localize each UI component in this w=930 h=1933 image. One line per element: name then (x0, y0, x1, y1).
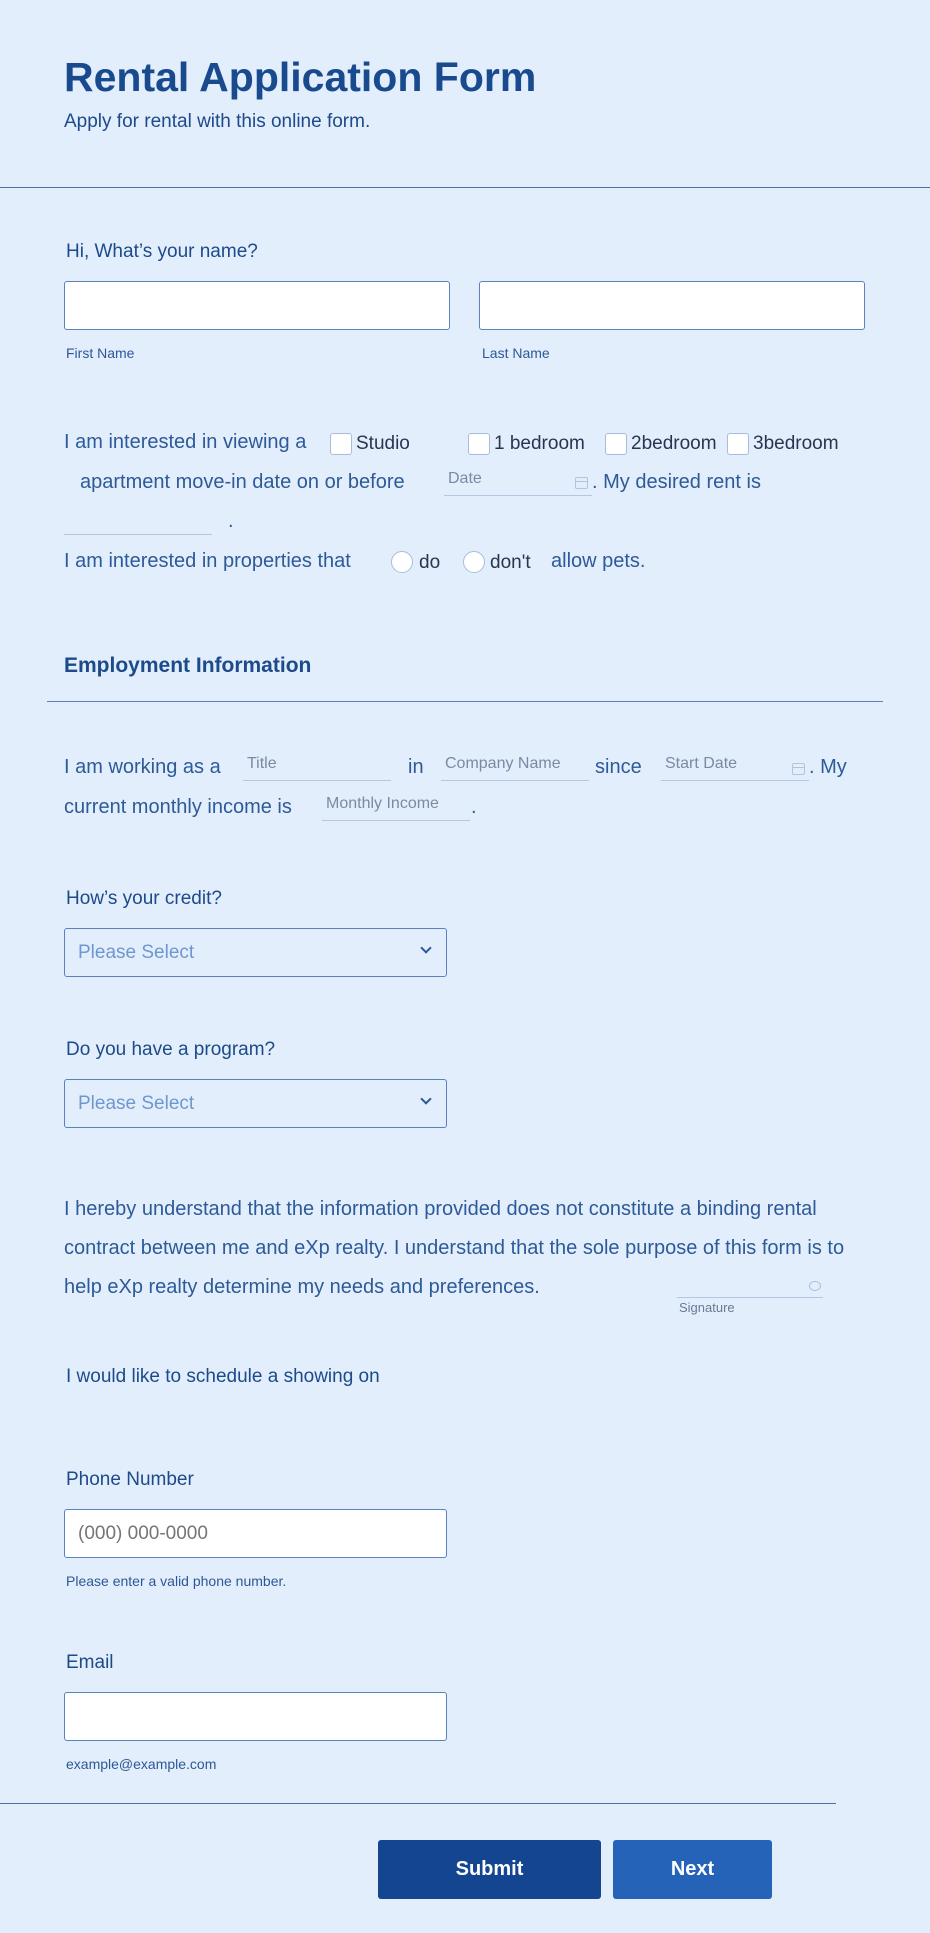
job-title-field[interactable] (243, 755, 391, 781)
option-3bedroom-label: 3bedroom (753, 433, 839, 454)
showing-question: I would like to schedule a showing on (66, 1366, 380, 1387)
chevron-down-icon (420, 942, 431, 953)
calendar-icon[interactable] (792, 763, 805, 775)
income-end-period: . (471, 796, 477, 818)
program-select-placeholder: Please Select (78, 1093, 195, 1114)
calendar-icon[interactable] (575, 477, 588, 489)
footer-divider (0, 1803, 836, 1804)
radio-dont-label: don't (490, 552, 531, 573)
employment-divider (47, 701, 883, 702)
date-placeholder: Date (448, 470, 482, 487)
pen-icon (809, 1281, 821, 1291)
option-2bedroom-label: 2bedroom (631, 433, 717, 454)
chevron-down-icon (420, 1093, 431, 1104)
job-title-placeholder: Title (247, 755, 277, 772)
start-date-placeholder: Start Date (665, 755, 738, 772)
monthly-income-placeholder: Monthly Income (326, 795, 439, 812)
movein-date-field[interactable] (444, 470, 592, 496)
desired-rent-field[interactable] (64, 510, 212, 535)
first-name-input[interactable] (64, 281, 450, 330)
company-name-placeholder: Company Name (445, 755, 561, 772)
checkbox-3bedroom[interactable] (727, 433, 749, 455)
email-sublabel: example@example.com (66, 1756, 217, 1772)
checkbox-2bedroom[interactable] (605, 433, 627, 455)
interest-prefix: I am interested in viewing a (64, 431, 307, 453)
working-as-text: I am working as a (64, 756, 221, 778)
start-date-field[interactable] (661, 755, 809, 781)
phone-sublabel: Please enter a valid phone number. (66, 1573, 287, 1589)
in-text: in (408, 756, 424, 778)
signature-field[interactable] (677, 1278, 823, 1298)
radio-do-label: do (419, 552, 441, 573)
header-divider (0, 187, 930, 188)
my-text: . My (809, 756, 847, 778)
last-name-input[interactable] (479, 281, 865, 330)
last-name-sublabel: Last Name (482, 345, 550, 361)
income-text: current monthly income is (64, 796, 292, 818)
agreement-text: I hereby understand that the information provided does not constitute a binding rental contract between me and eXp realty. I understand that the sole purpose of this form is to help eXp realty determine my needs and preferences. (64, 1198, 845, 1298)
page-subtitle: Apply for rental with this online form. (64, 111, 371, 132)
submit-button[interactable]: Submit (378, 1840, 601, 1899)
credit-select-placeholder: Please Select (78, 942, 195, 963)
email-input[interactable] (64, 1692, 447, 1741)
page-title: Rental Application Form (64, 54, 537, 100)
pets-prefix: I am interested in properties that (64, 550, 351, 572)
monthly-income-field[interactable] (322, 795, 470, 821)
rent-text: . My desired rent is (592, 471, 761, 493)
name-question: Hi, What’s your name? (66, 241, 258, 262)
pets-suffix: allow pets. (551, 550, 646, 572)
rent-end-period: . (228, 510, 234, 532)
radio-dont[interactable] (463, 551, 485, 573)
first-name-sublabel: First Name (66, 345, 135, 361)
email-label: Email (66, 1652, 114, 1673)
next-button[interactable]: Next (613, 1840, 772, 1899)
since-text: since (595, 756, 642, 778)
phone-label: Phone Number (66, 1469, 194, 1490)
signature-label: Signature (679, 1300, 735, 1315)
checkbox-1-bedroom[interactable] (468, 433, 490, 455)
movein-text: apartment move-in date on or before (80, 471, 405, 493)
phone-input[interactable] (64, 1509, 447, 1558)
credit-question: How’s your credit? (66, 888, 222, 909)
radio-do[interactable] (391, 551, 413, 573)
program-select[interactable] (64, 1079, 447, 1128)
program-question: Do you have a program? (66, 1039, 276, 1060)
credit-select[interactable] (64, 928, 447, 977)
checkbox-studio[interactable] (330, 433, 352, 455)
option-studio-label: Studio (356, 433, 410, 454)
option-1-bedroom-label: 1 bedroom (494, 433, 585, 454)
employment-section-title: Employment Information (64, 654, 312, 677)
company-name-field[interactable] (441, 755, 589, 781)
